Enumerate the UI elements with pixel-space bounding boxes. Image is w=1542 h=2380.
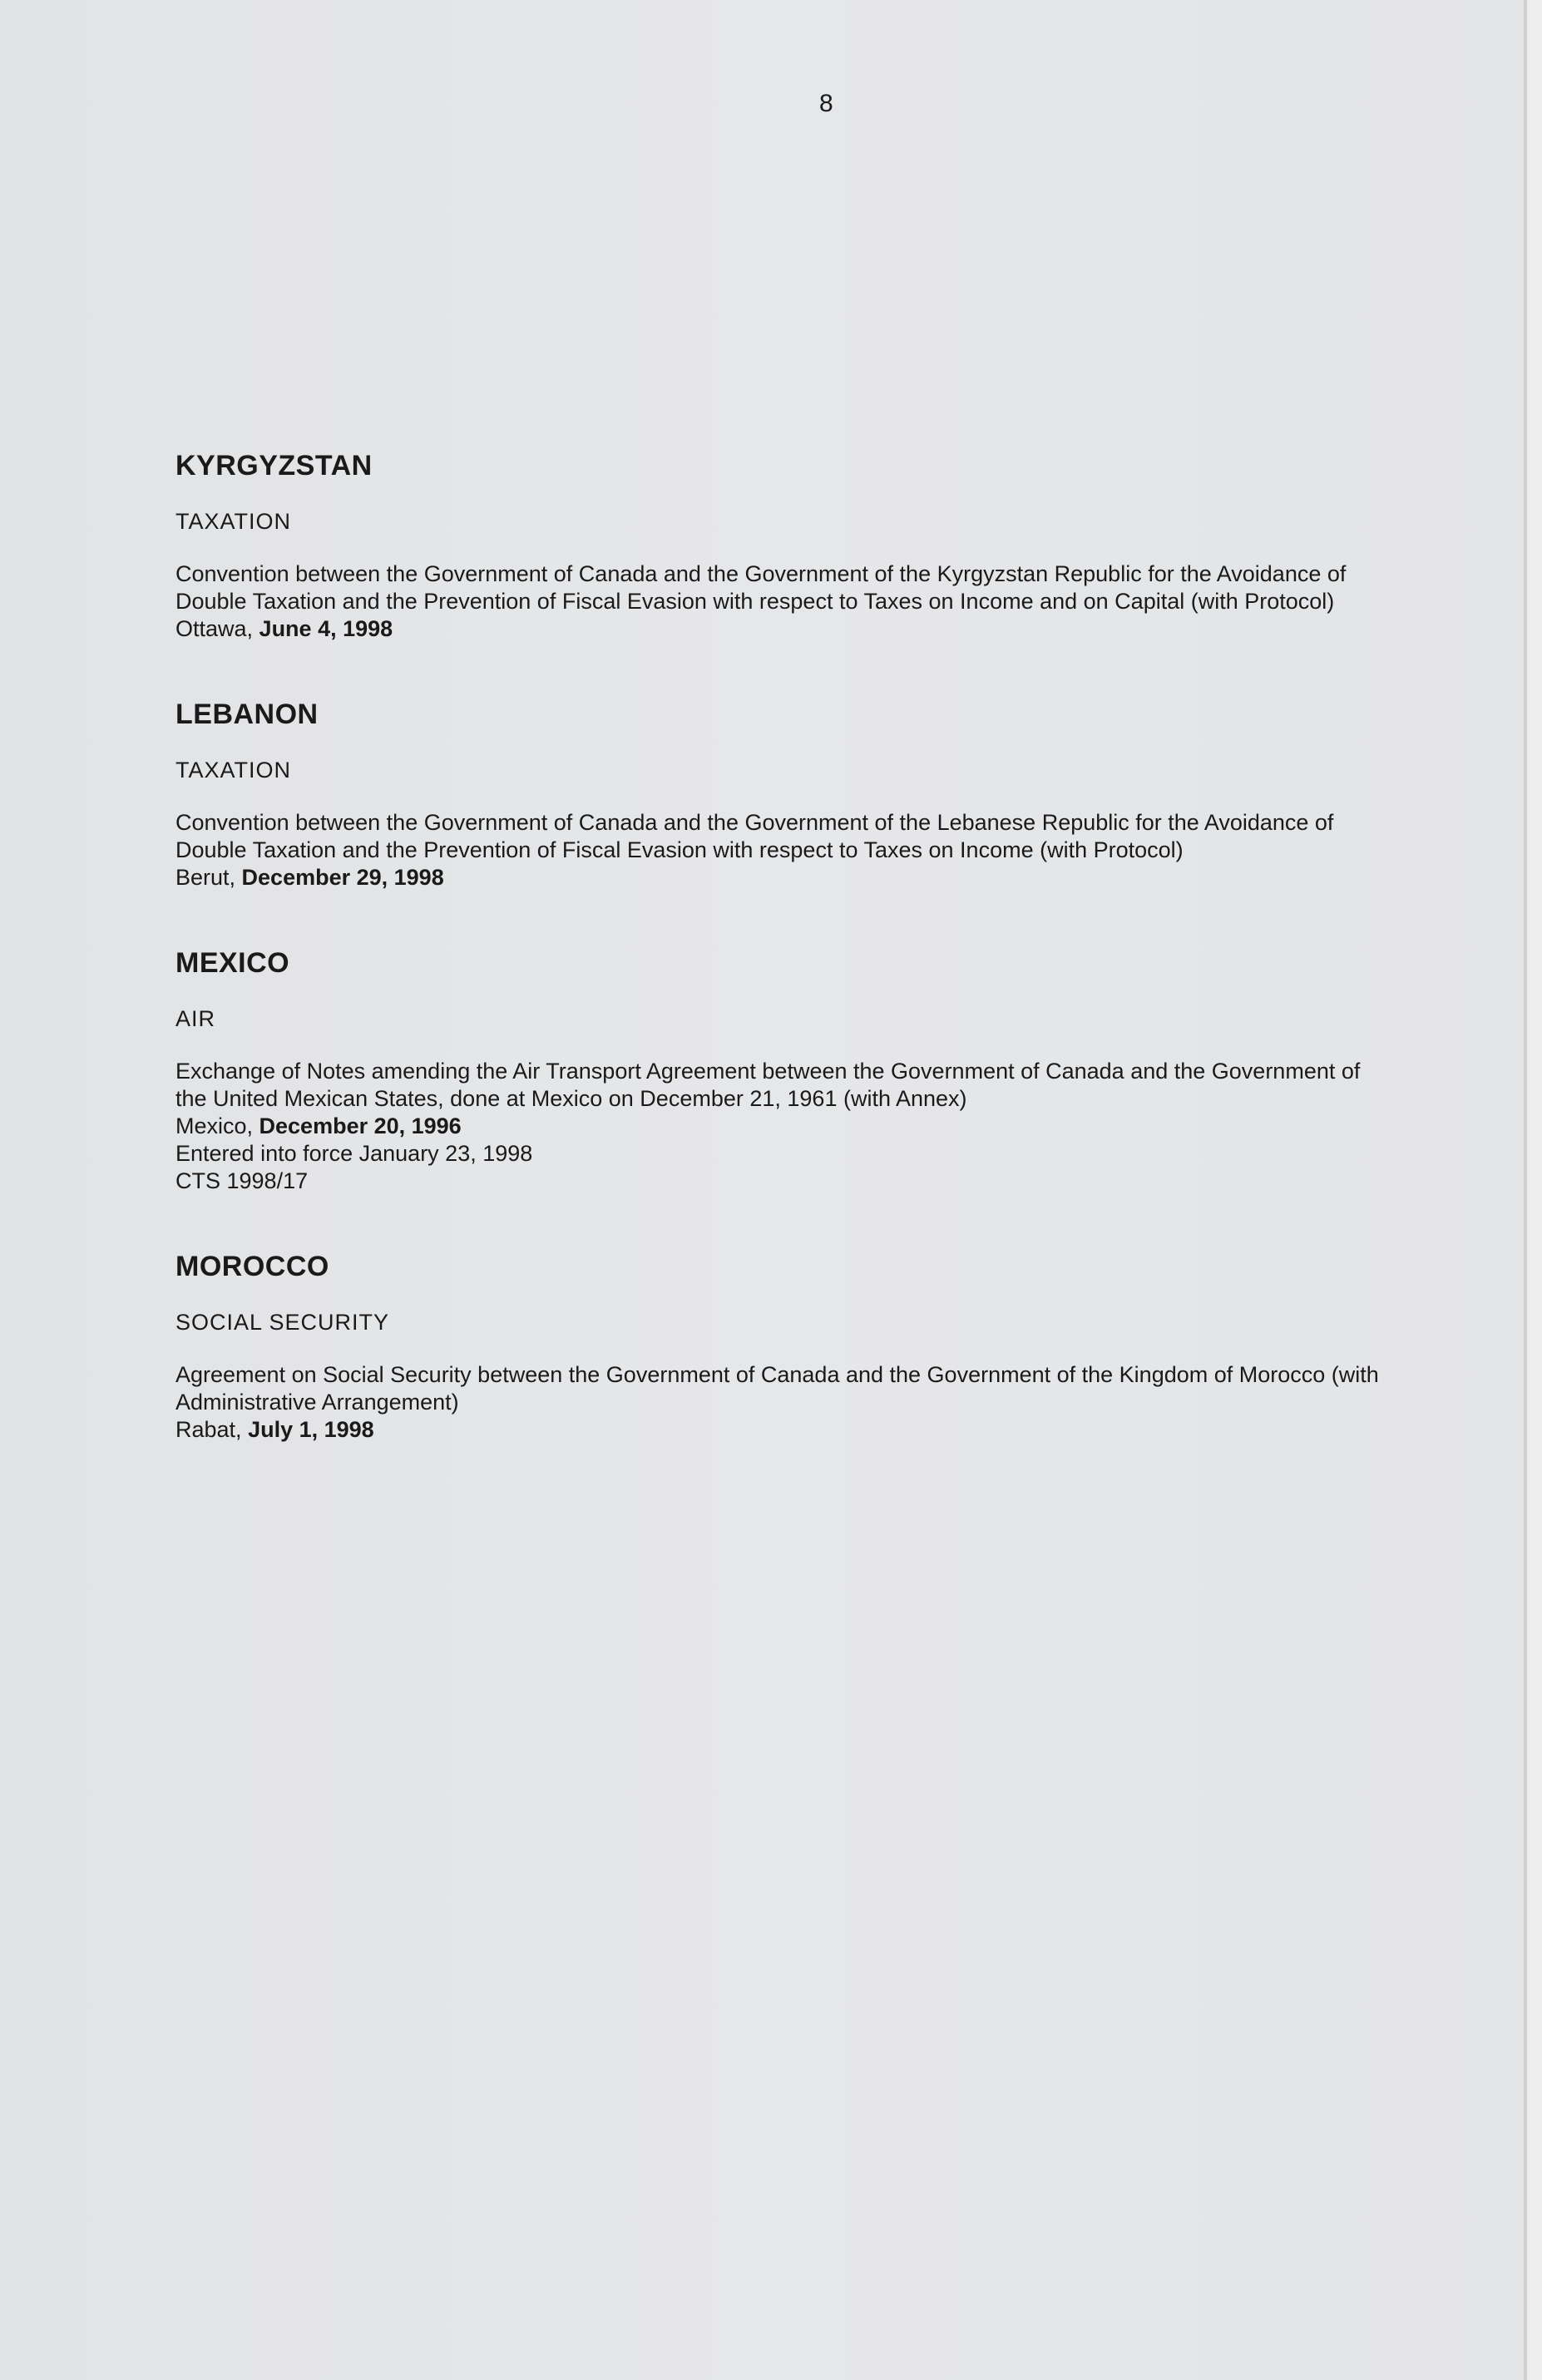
treaty-entry [175,1058,1390,1195]
country-heading: KYRGYZSTAN [175,450,373,481]
treaty-place-date [175,1416,1390,1444]
section-morocco [175,1250,1390,1444]
treaty-date: December 29, 1998 [241,865,444,890]
category-label: TAXATION [175,509,292,534]
country-heading: MOROCCO [175,1251,329,1282]
treaty-date: July 1, 1998 [248,1417,374,1442]
treaty-place: Berut, [175,865,242,890]
treaty-title: Exchange of Notes amending the Air Transport Agreement between the Government of Canada and the Government of the United Mexican States, done at Mexico on December 21, 1961 (with Annex) [175,1059,1361,1111]
section-spacer [175,643,1390,698]
treaty-entry [175,809,1390,891]
treaty-place: Ottawa, [175,616,259,641]
category-label: AIR [175,1006,216,1031]
treaty-place-date [175,615,1390,643]
treaty-place: Mexico, [175,1113,259,1138]
category-label: SOCIAL SECURITY [175,1310,390,1335]
treaty-entry [175,1361,1390,1444]
treaty-date: December 20, 1996 [259,1113,462,1138]
category-label: TAXATION [175,758,292,783]
treaty-cts-reference: CTS 1998/17 [175,1168,309,1193]
treaty-place-date [175,1113,1390,1140]
section-spacer [175,891,1390,946]
treaty-date: June 4, 1998 [259,616,393,641]
treaty-place: Rabat, [175,1417,249,1442]
section-mexico [175,946,1390,1195]
section-kyrgyzstan [175,449,1390,643]
section-spacer [175,1195,1390,1250]
page-number: 8 [819,90,833,117]
treaty-title: Convention between the Government of Canada and the Government of the Kyrgyzstan Republic for the Avoidance of Double Taxation and the Prevention of Fiscal Evasion with respect to Taxes on Income and on Capital (with Protocol) [175,561,1347,614]
treaty-entry [175,560,1390,643]
treaty-title: Convention between the Government of Canada and the Government of the Lebanese Republic for the Avoidance of Double Taxation and the Prevention of Fiscal Evasion with respect to Taxes on Income (with Protocol) [175,810,1334,862]
page-edge [1527,0,1542,2380]
treaty-title: Agreement on Social Security between the Government of Canada and the Government of the Kingdom of Morocco (with Administrative Arrangement) [175,1362,1379,1415]
country-heading: LEBANON [175,699,319,730]
document-content [175,449,1390,1444]
treaty-place-date [175,864,1390,891]
country-heading: MEXICO [175,947,290,979]
treaty-entry-into-force: Entered into force January 23, 1998 [175,1141,533,1166]
section-lebanon [175,698,1390,891]
